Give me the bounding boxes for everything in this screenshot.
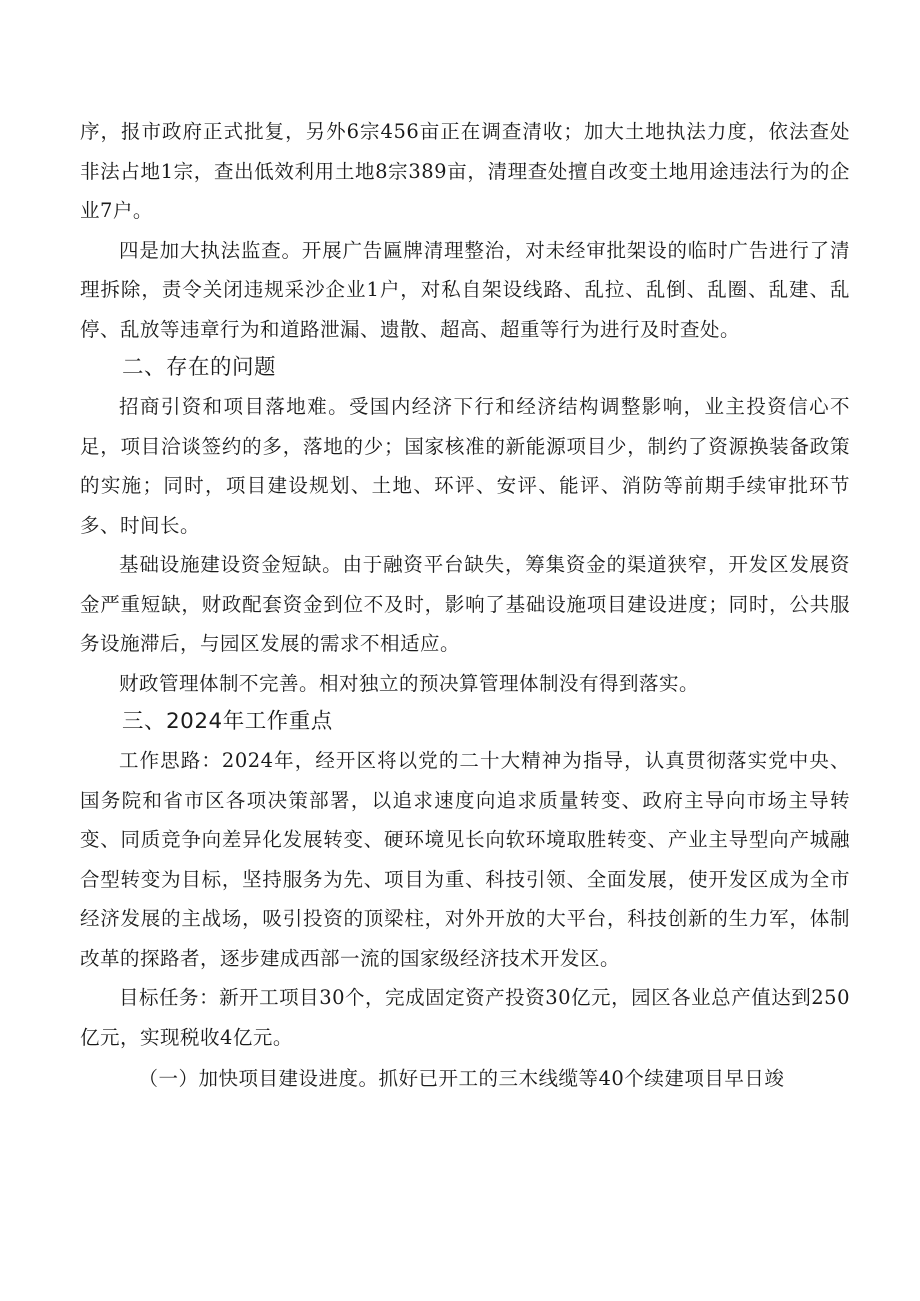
section-heading-problems: 二、存在的问题 — [122, 355, 277, 380]
paragraph-finance-problem: 财政管理体制不完善。相对独立的预决算管理体制没有得到落实。 — [119, 671, 700, 695]
paragraph-work-approach: 工作思路：2024年，经开区将以党的二十大精神为指导，认真贯彻落实党中央、国务院和省市区各项决策部署，以追求速度向追求质量转变、政府主导向市场主导转变、同质竞争向差异化发展转变、硬环境见长向软环境取胜转变、产业主导型向产城融合型转变为目标，坚持服务为先、项目为重、科技引领、全面发展，使开发区成为全市经济发展的主战场，吸引投资的顶梁柱，对外开放的大平台，科技创新的生力军，体制改革的探路者，逐步建成西部一流的国家级经济技术开发区。 — [80, 749, 850, 970]
paragraph-land-enforcement: 序，报市政府正式批复，另外6宗456亩正在调查清收；加大土地执法力度，依法查处非法占地1宗，查出低效利用土地8宗389亩，清理查处擅自改变土地用途违法行为的企业7户。 — [80, 120, 850, 222]
document-page — [80, 112, 850, 1099]
paragraph-law-enforcement: 四是加大执法监查。开展广告匾牌清理整治，对未经审批架设的临时广告进行了清理拆除，责令关闭违规采沙企业1户，对私自架设线路、乱拉、乱倒、乱圈、乱建、乱停、乱放等违章行为和道路泄漏、遗散、超高、超重等行为进行及时查处。 — [80, 238, 850, 341]
paragraph-investment-problem: 招商引资和项目落地难。受国内经济下行和经济结构调整影响，业主投资信心不足，项目洽谈签约的多，落地的少；国家核准的新能源项目少，制约了资源换装备政策的实施；同时，项目建设规划、土地、环评、安评、能评、消防等前期手续审批环节多、时间长。 — [80, 395, 850, 537]
paragraph-funding-problem: 基础设施建设资金短缺。由于融资平台缺失，筹集资金的渠道狭窄，开发区发展资金严重短缺，财政配套资金到位不及时，影响了基础设施项目建设进度；同时，公共服务设施滞后，与园区发展的需求不相适应。 — [80, 553, 850, 655]
section-heading-priorities: 三、2024年工作重点 — [122, 709, 333, 734]
paragraph-project-progress: （一）加快项目建设进度。抓好已开工的三木线缆等40个续建项目早日竣 — [138, 1067, 785, 1090]
paragraph-targets: 目标任务：新开工项目30个，完成固定资产投资30亿元，园区各业总产值达到250亿元，实现税收4亿元。 — [80, 986, 850, 1049]
